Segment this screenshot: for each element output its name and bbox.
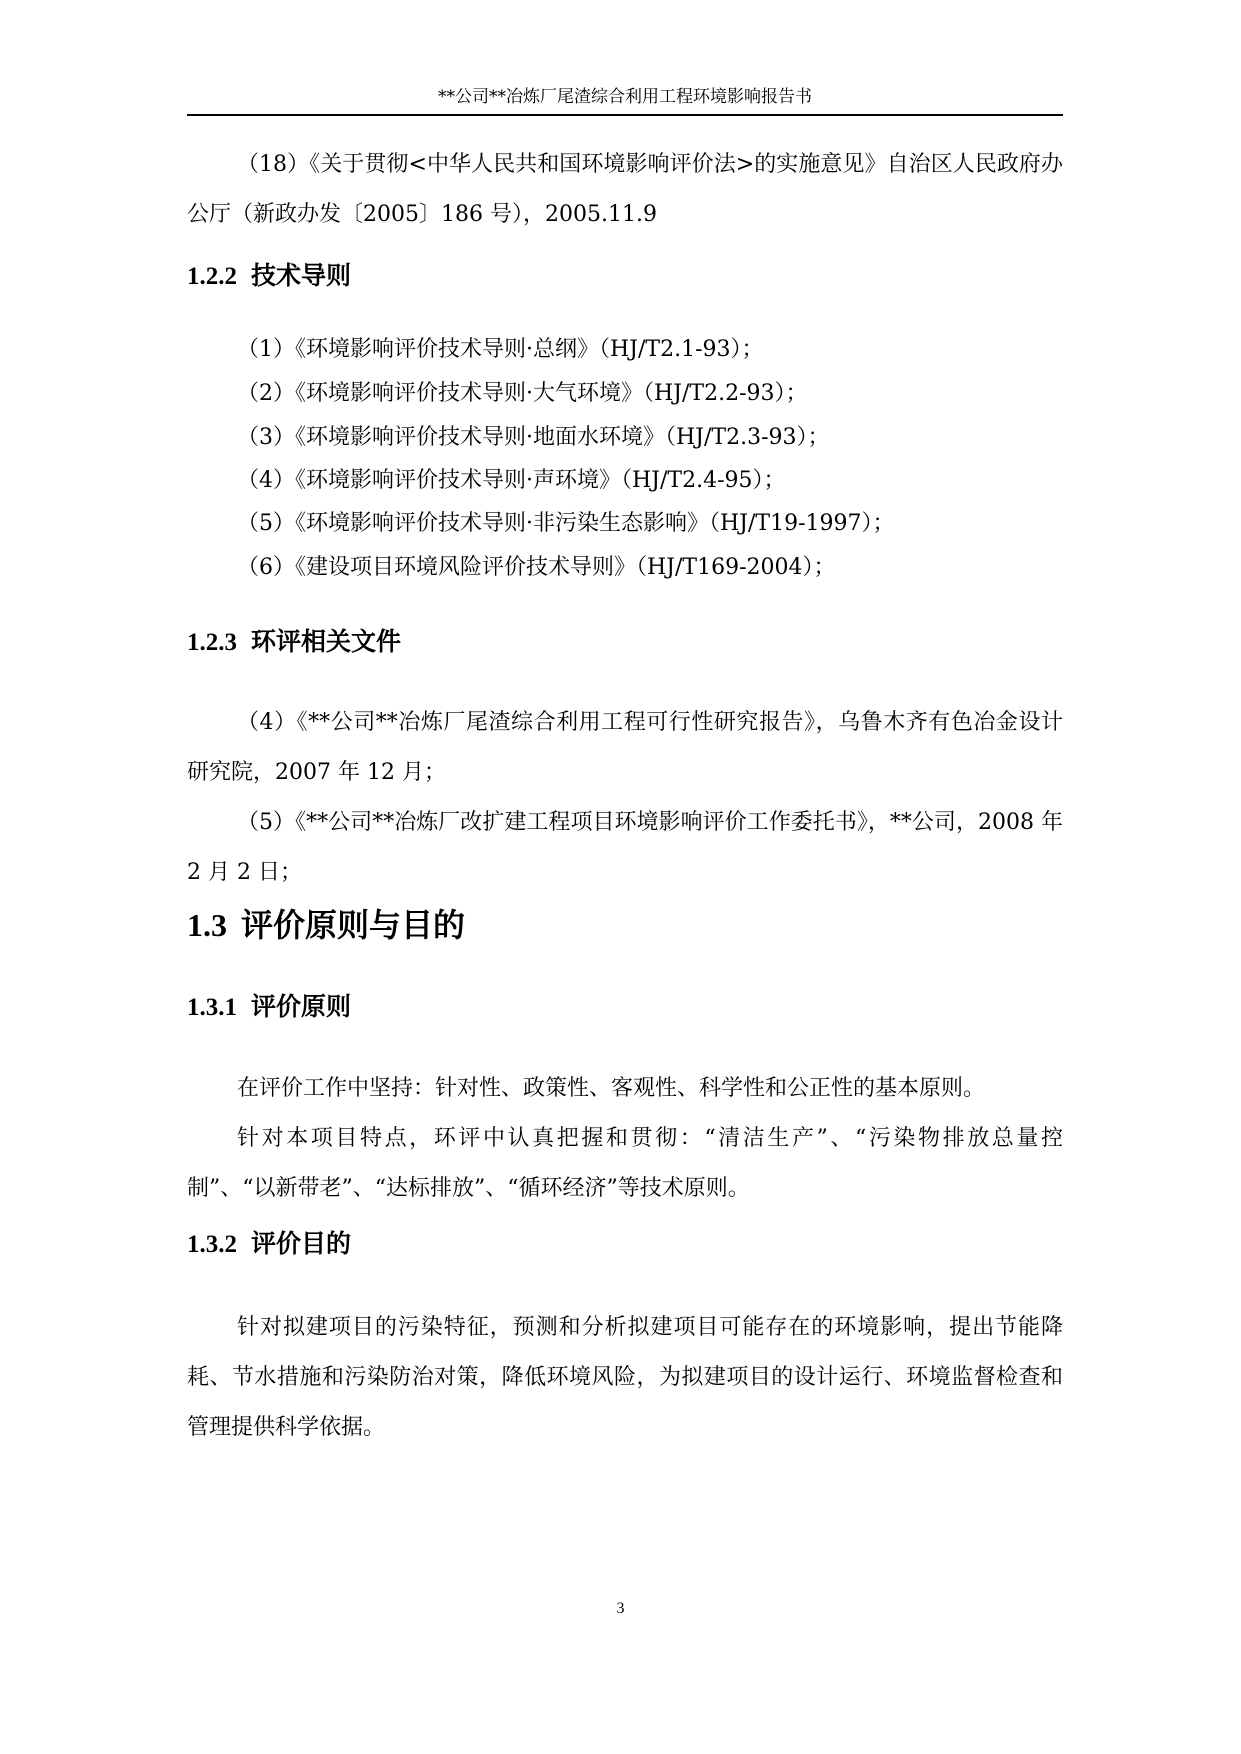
- section-title: 评价目的: [251, 1229, 352, 1258]
- guideline-item: （5）《环境影响评价技术导则·非污染生态影响》（HJ/T19-1997）；: [237, 511, 895, 536]
- guideline-item: （6）《建设项目环境风险评价技术导则》（HJ/T169-2004）；: [237, 555, 836, 580]
- guideline-item: （1）《环境影响评价技术导则·总纲》（HJ/T2.1-93）；: [237, 337, 764, 362]
- section-heading-1-3-1: [187, 987, 351, 1028]
- related-document-item: （4）《**公司**冶炼厂尾渣综合利用工程可行性研究报告》，乌鲁木齐有色冶金设计研究院，2007 年 12 月；: [187, 710, 1063, 785]
- section-heading-1-3: [187, 902, 465, 948]
- regulation-item-18: （18）《关于贯彻<中华人民共和国环境影响评价法>的实施意见》自治区人民政府办公厅（新政办发〔2005〕186 号），2005.11.9: [187, 152, 1063, 227]
- section-number: 1.3.2: [187, 1231, 237, 1258]
- page-number: 3: [616, 1600, 625, 1617]
- section-title: 评价原则与目的: [241, 906, 466, 944]
- guideline-item: （2）《环境影响评价技术导则·大气环境》（HJ/T2.2-93）；: [237, 381, 808, 406]
- principle-paragraph: 针对本项目特点，环评中认真把握和贯彻：“清洁生产”、“污染物排放总量控制”、“以新带老”、“达标排放”、“循环经济”等技术原则。: [187, 1126, 1063, 1201]
- section-heading-1-2-3: [187, 622, 401, 663]
- section-title: 技术导则: [251, 261, 352, 290]
- section-title: 评价原则: [251, 992, 352, 1021]
- section-number: 1.3.1: [187, 994, 237, 1021]
- principle-paragraph: 在评价工作中坚持：针对性、政策性、客观性、科学性和公正性的基本原则。: [237, 1076, 986, 1101]
- section-heading-1-2-2: [187, 256, 351, 297]
- section-heading-1-3-2: [187, 1224, 351, 1265]
- section-number: 1.2.2: [187, 263, 237, 290]
- running-header: **公司**冶炼厂尾渣综合利用工程环境影响报告书: [187, 82, 1063, 116]
- section-number: 1.3: [187, 907, 227, 943]
- section-title: 环评相关文件: [251, 627, 402, 656]
- related-document-item: （5）《**公司**冶炼厂改扩建工程项目环境影响评价工作委托书》，**公司，2008 年 2 月 2 日；: [187, 810, 1063, 885]
- purpose-paragraph: 针对拟建项目的污染特征，预测和分析拟建项目可能存在的环境影响，提出节能降耗、节水措施和污染防治对策，降低环境风险，为拟建项目的设计运行、环境监督检查和管理提供科学依据。: [187, 1315, 1063, 1440]
- guideline-item: （3）《环境影响评价技术导则·地面水环境》（HJ/T2.3-93）；: [237, 425, 830, 450]
- section-number: 1.2.3: [187, 629, 237, 656]
- guideline-item: （4）《环境影响评价技术导则·声环境》（HJ/T2.4-95）；: [237, 468, 786, 493]
